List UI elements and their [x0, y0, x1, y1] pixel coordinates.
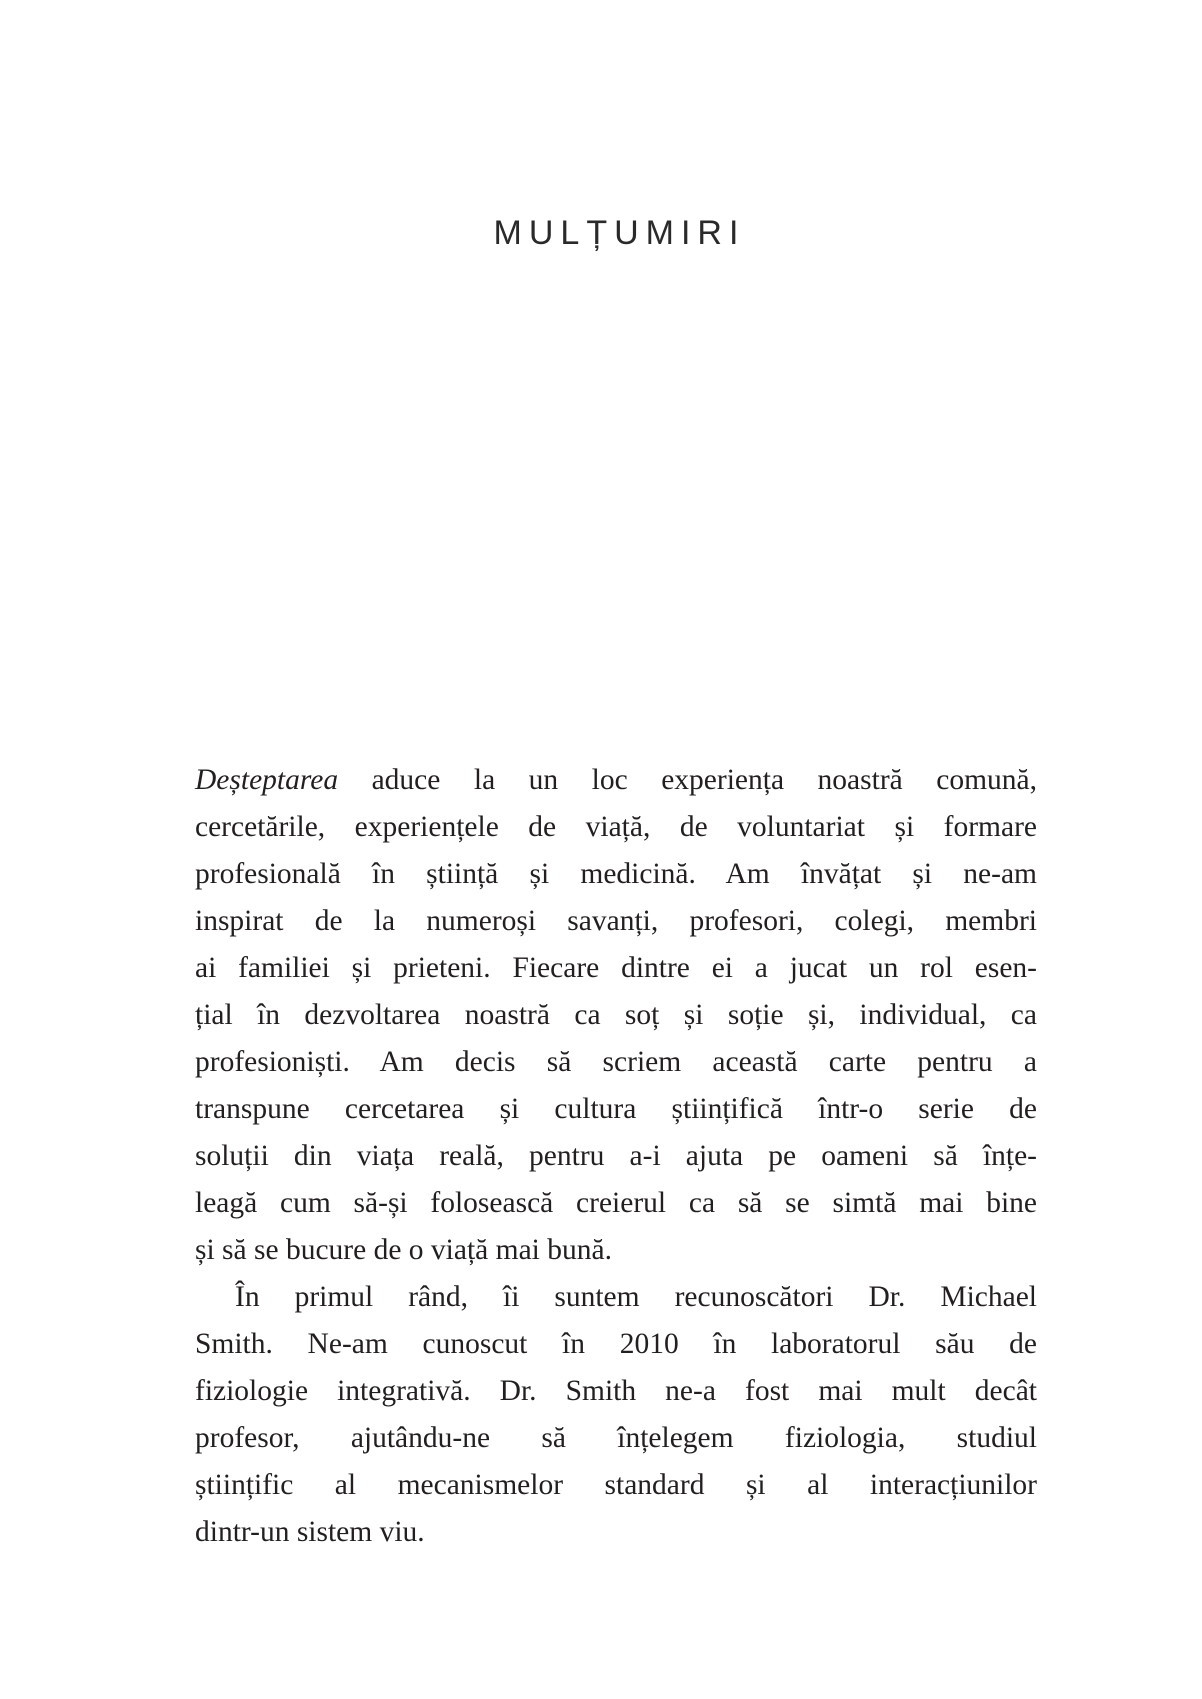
text-line: leagă cum să-și folosească creierul ca să se simtă mai bine [195, 1187, 1037, 1219]
text-line: inspirat de la numeroși savanți, profesori, colegi, membri [195, 905, 1037, 937]
book-title-italic: Deșteptarea [195, 764, 339, 796]
text-line-content: aduce la un loc experiența noastră comună, [371, 764, 1037, 796]
chapter-title: MULȚUMIRI [493, 214, 746, 252]
text-line: transpune cercetarea și cultura științifică într-o serie de [195, 1093, 1037, 1125]
text-line: dintr-un sistem viu. [195, 1516, 425, 1548]
body-text [195, 757, 1037, 1556]
text-line: cercetările, experiențele de viață, de voluntariat și formare [195, 811, 1037, 843]
text-line: profesională în știință și medicină. Am învățat și ne-am [195, 858, 1037, 890]
text-line: În primul rând, îi suntem recunoscători Dr. Michael [235, 1281, 1037, 1313]
paragraph-dr-smith [195, 1274, 1037, 1556]
paragraph-acknowledgments-intro [195, 757, 1037, 1274]
text-line: fiziologie integrativă. Dr. Smith ne-a fost mai mult decât [195, 1375, 1037, 1407]
text-line [195, 757, 1037, 804]
text-line: profesioniști. Am decis să scriem această carte pentru a [195, 1046, 1037, 1078]
text-line: profesor, ajutându-ne să înțelegem fiziologia, studiul [195, 1422, 1037, 1454]
text-line: Smith. Ne-am cunoscut în 2010 în laboratorul său de [195, 1328, 1037, 1360]
text-line: și să se bucure de o viață mai bună. [195, 1234, 612, 1266]
text-line: științific al mecanismelor standard și al interacțiunilor [195, 1469, 1037, 1501]
text-line: soluții din viața reală, pentru a-i ajuta pe oameni să înțe- [195, 1140, 1037, 1172]
text-line: ai familiei și prieteni. Fiecare dintre ei a jucat un rol esen- [195, 952, 1037, 984]
text-line: țial în dezvoltarea noastră ca soț și soție și, individual, ca [195, 999, 1037, 1031]
